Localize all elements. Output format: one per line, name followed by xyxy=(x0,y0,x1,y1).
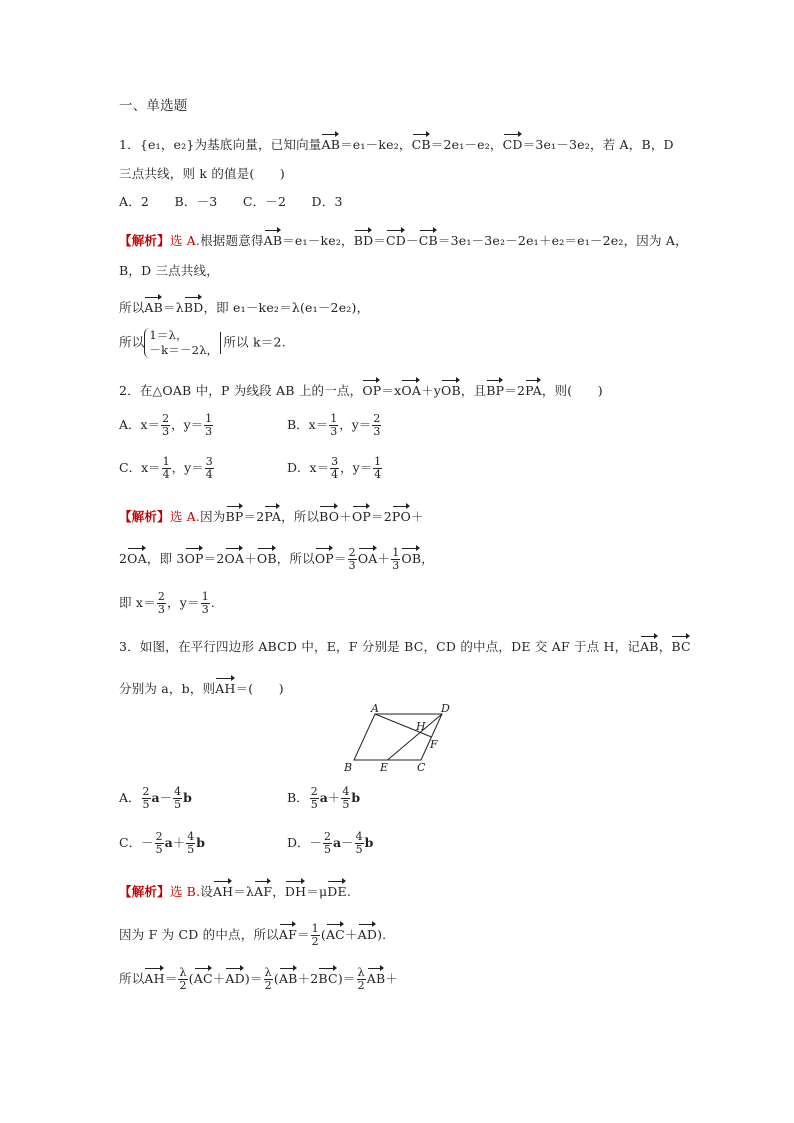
q2-solution-line1: 【解析】选 A.因为BP＝2PA，所以BO＋OP＝2PO＋ xyxy=(119,504,424,526)
q3-stem-line2: 分别为 a，b，则AH＝( ) xyxy=(119,676,284,698)
section-title: 一、单选题 xyxy=(119,98,188,114)
q2-solution-line2: 2OA，即 3OP＝2OA＋OB，所以OP＝ $\frac{2}{3}$ OA＋ $\frac{1}{3}$ OB， xyxy=(119,546,434,572)
equation-system: 1＝λ， －k＝－2λ， xyxy=(144,328,218,358)
q3-option-c: C．－ $\frac{2}{5}$ a＋ $\frac{4}{5}$ b xyxy=(119,830,205,856)
point-label-e: E xyxy=(380,761,389,774)
q2-option-a: A．x＝ $\frac{2}{3}$ ，y＝ $\frac{1}{3}$ xyxy=(119,412,213,438)
q3-option-b: B． $\frac{2}{5}$ a＋ $\frac{4}{5}$ b xyxy=(287,785,361,811)
point-label-a: A xyxy=(371,704,379,715)
parallelogram-abcd xyxy=(354,714,442,760)
point-label-f: F xyxy=(430,738,438,751)
point-label-h: H xyxy=(416,720,426,733)
vector-ab: AB xyxy=(321,132,340,154)
solution-tag: 【解析】 xyxy=(119,233,170,248)
q2-stem: 2．在△OAB 中，P 为线段 AB 上的一点，OP＝xOA＋yOB，且BP＝2PA，则( ) xyxy=(119,378,603,400)
q3-solution-line2: 因为 F 为 CD 的中点，所以AF＝ $\frac{1}{2}$ (AC＋AD). xyxy=(119,922,387,948)
q1-solution-line4: 所以 1＝λ， －k＝－2λ，所以 k＝2. xyxy=(119,328,286,357)
vector-cb: CB xyxy=(412,132,431,154)
q3-option-a: A． $\frac{2}{5}$ a－ $\frac{4}{5}$ b xyxy=(119,785,192,811)
point-label-c: C xyxy=(417,761,426,774)
q2-option-b: B．x＝ $\frac{1}{3}$ ，y＝ $\frac{2}{3}$ xyxy=(287,412,381,438)
q3-stem-line1: 3．如图，在平行四边形 ABCD 中，E，F 分别是 BC，CD 的中点，DE 交 AF 于点 H，记AB，BC xyxy=(119,634,691,656)
point-label-d: D xyxy=(441,704,450,715)
q3-option-d: D．－ $\frac{2}{5}$ a－ $\frac{4}{5}$ b xyxy=(287,830,374,856)
solution-answer: 选 A. xyxy=(169,233,201,248)
q1-solution-line3: 所以AB＝λBD，即 e₁－ke₂＝λ(e₁－2e₂)， xyxy=(119,295,369,317)
q3-solution-line1: 【解析】选 B.设AH＝λAF，DH＝μDE. xyxy=(119,879,351,901)
q1-stem-line2: 三点共线，则 k 的值是( ) xyxy=(119,166,285,181)
segment-de xyxy=(388,714,443,760)
q1-solution-line1: 【解析】选 A.根据题意得AB＝e₁－ke₂，BD＝CD－CB＝3e₁－3e₂－2e₁＋e₂＝e₁－2e₂，因为 A， xyxy=(119,228,688,250)
q1-stem-line1: 1．{e₁，e₂}为基底向量，已知向量AB＝e₁－ke₂，CB＝2e₁－e₂，CD＝3e₁－3e₂，若 A，B，D xyxy=(119,132,674,154)
vector-cd: CD xyxy=(503,132,523,154)
q1-options: A．2 B．－3 C．－2 D．3 xyxy=(119,194,343,209)
q2-option-c: C．x＝ $\frac{1}{4}$ ，y＝ $\frac{3}{4}$ xyxy=(119,455,213,481)
parallelogram-figure xyxy=(340,704,460,776)
q3-solution-line3: 所以AH＝ $\frac{\lambda}{2}$ (AC＋AD)＝ $\frac{\lambda}{2}$ (AB＋2BC)＝ $\frac{\lambda}{2}$ AB＋ xyxy=(119,966,399,992)
q2-option-d: D．x＝ $\frac{3}{4}$ ，y＝ $\frac{1}{4}$ xyxy=(287,455,382,481)
q1-solution-line2: B，D 三点共线， xyxy=(119,263,219,278)
q2-solution-line3: 即 x＝ $\frac{2}{3}$ ，y＝ $\frac{1}{3}$ . xyxy=(119,590,216,616)
point-label-b: B xyxy=(344,761,353,774)
